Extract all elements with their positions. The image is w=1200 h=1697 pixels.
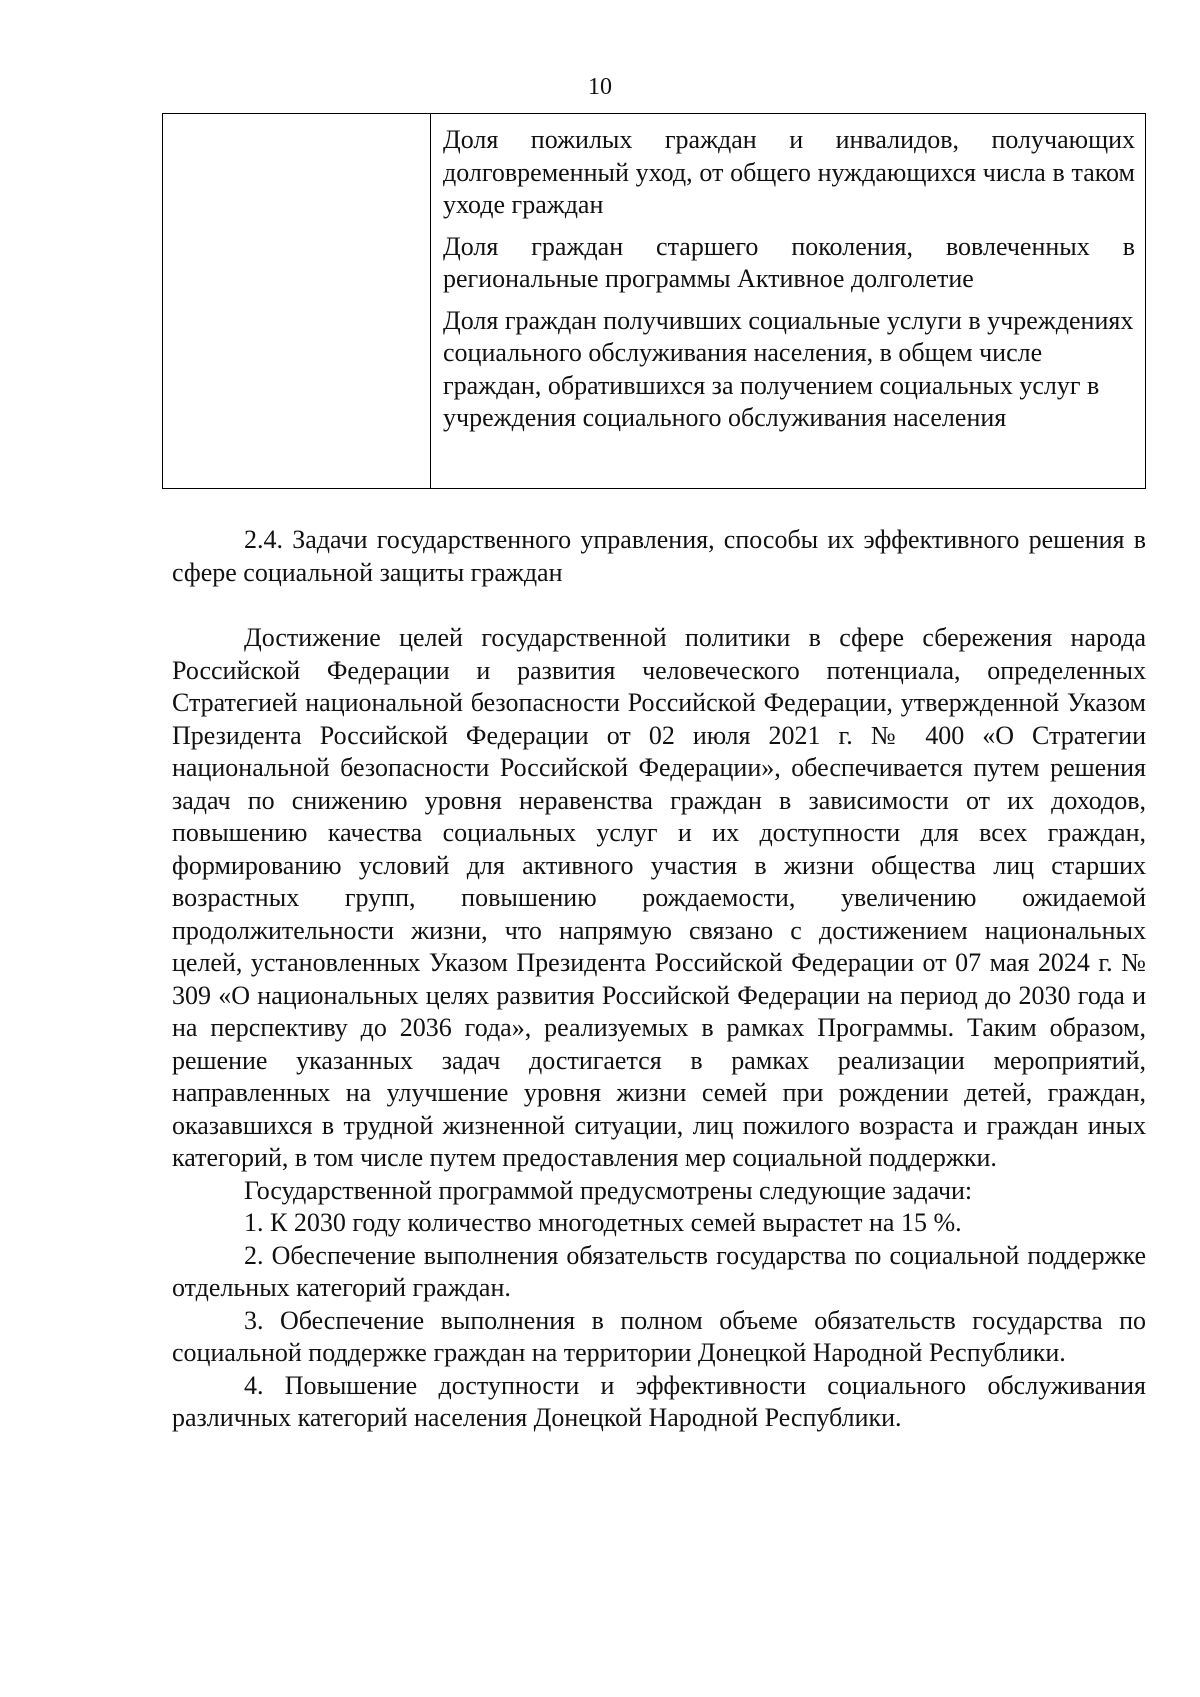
section-heading-block — [172, 524, 1146, 589]
table-cell-empty — [163, 114, 431, 489]
table-row — [163, 114, 1146, 489]
table-cell-indicators — [431, 114, 1146, 489]
body-paragraph: Государственной программой предусмотрены следующие задачи: — [244, 1175, 973, 1205]
section-heading: 2.4. Задачи государственного управления, способы их эффективного решения в сфере социальной защиты граждан — [172, 525, 1146, 587]
page-number: 10 — [588, 74, 612, 100]
body-paragraph: Достижение целей государственной политики в сфере сбережения народа Российской Федерации и развития человеческого потенциала, определенных Стратегией национальной безопасности Российской Федерации, утвержденной Указом Президента Российской Федерации от 02 июля 2021 г. № 400 «О Стратегии национальной безопасности Российской Федерации», обеспечивается путем решения задач по снижению уровня неравенства граждан в зависимости от их доходов, повышению качества социальных услуг и их доступности для всех граждан, формированию условий для активного участия в жизни общества лиц старших возрастных групп, повышению рождаемости, увеличению ожидаемой продолжительности жизни, что напрямую связано с достижением национальных целей, установленных Указом Президента Российской Федерации от 07 мая 2024 г. № 309 «О национальных целях развития Российской Федерации на период до 2030 года и на перспективу до 2036 года», реализуемых в рамках Программы. Таким образом, решение указанных задач достигается в рамках реализации мероприятий, направленных на улучшение уровня жизни семей при рождении детей, граждан, оказавшихся в трудной жизненной ситуации, лиц пожилого возраста и граждан иных категорий, в том числе путем предоставления мер социальной поддержки. — [172, 623, 1146, 1172]
task-item: 3. Обеспечение выполнения в полном объеме обязательств государства по социальной поддержке граждан на территории Донецкой Народной Республики. — [172, 1305, 1146, 1367]
task-item: 2. Обеспечение выполнения обязательств государства по социальной поддержке отдельных категорий граждан. — [172, 1240, 1146, 1302]
indicator-item: Доля граждан старшего поколения, вовлеченных в региональные программы Активное долголетие — [443, 231, 1135, 293]
indicator-item: Доля пожилых граждан и инвалидов, получающих долговременный уход, от общего нуждающихся числа в таком уходе граждан — [443, 125, 1135, 219]
indicator-item: Доля граждан получивших социальные услуги в учреждениях социального обслуживания населения, в общем числе граждан, обратившихся за получением социальных услуг в учреждения социального обслуживания населения — [443, 305, 1134, 432]
indicators-table — [162, 113, 1146, 489]
section-body — [172, 622, 1146, 1435]
task-item: 1. К 2030 году количество многодетных семей вырастет на 15 %. — [244, 1208, 962, 1237]
task-item: 4. Повышение доступности и эффективности социального обслуживания различных категорий населения Донецкой Народной Республики. — [172, 1370, 1146, 1432]
